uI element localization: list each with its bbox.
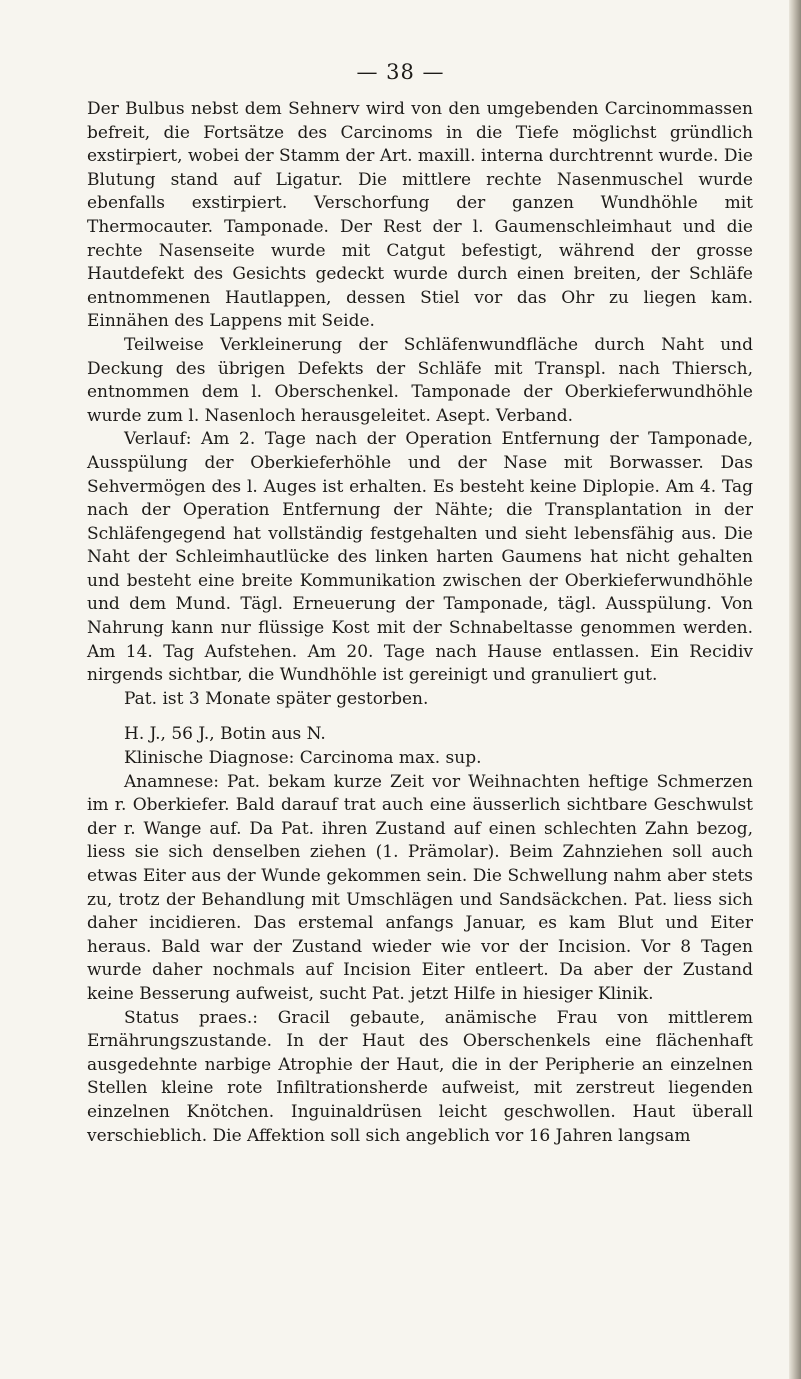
paragraph-status: Status praes.: Gracil gebaute, anämische Frau von mittlerem Ernährungszustande. In der Haut des Oberschenkels eine flächenhaft ausgedehnte narbige Atrophie der Haut, die in der Peripherie an einzelnen Stellen kleine rote Infiltrationsherde aufweist, mit zerstreut liegenden einzelnen Knötchen. Inguinaldrüsen leicht geschwollen. Haut überall verschieblich. Die Affektion soll sich angeblich vor 16 Jahren langsam [87,1007,753,1146]
body-text [87,98,753,1148]
paragraph-transplant: Teilweise Verkleinerung der Schläfenwundfläche durch Naht und Deckung des übrigen Defekts der Schläfe mit Transpl. nach Thiersch, entnommen dem l. Oberschenkel. Tamponade der Oberkieferwundhöhle wurde zum l. Nasenloch herausgeleitet. Asept. Verband. [87,334,753,426]
paragraph-anamnesis: Anamnese: Pat. bekam kurze Zeit vor Weihnachten heftige Schmerzen im r. Oberkiefer. Bald darauf trat auch eine äusserlich sichtbare Geschwulst der r. Wange auf. Da Pat. ihren Zustand auf einen schlechten Zahn bezog, liess sie sich denselben ziehen (1. Prämolar). Beim Zahnziehen soll auch etwas Eiter aus der Wunde gekommen sein. Die Schwellung nahm aber stets zu, trotz der Behandlung mit Umschlägen und Sandsäckchen. Pat. liess sich daher incidieren. Das erstemal anfangs Januar, es kam Blut und Eiter heraus. Bald war der Zustand wieder wie vor der Incision. Vor 8 Tagen wurde daher nochmals auf Incision Eiter entleert. Da aber der Zustand keine Besserung aufweist, sucht Pat. jetzt Hilfe in hiesiger Klinik. [87,771,753,1004]
page-number: — 38 — [356,60,445,84]
paragraph-outcome: Pat. ist 3 Monate später gestorben. [124,688,429,709]
clinical-diagnosis: Klinische Diagnose: Carcinoma max. sup. [124,748,482,769]
paragraph-operation-report: Der Bulbus nebst dem Sehnerv wird von den umgebenden Carcinommassen befreit, die Fortsätze des Carcinoms in die Tiefe möglichst gründlich exstirpiert, wobei der Stamm der Art. maxill. interna durchtrennt wurde. Die Blutung stand auf Ligatur. Die mittlere rechte Nasenmuschel wurde ebenfalls exstirpiert. Verschorfung der ganzen Wundhöhle mit Thermocauter. Tamponade. Der Rest der l. Gaumenschleimhaut und die rechte Nasenseite wurde mit Catgut befestigt, während der grosse Hautdefekt des Gesichts gedeckt wurde durch einen breiten, der Schläfe entnommenen Hautlappen, dessen Stiel vor das Ohr zu liegen kam. Einnähen des Lappens mit Seide. [87,99,753,332]
paragraph-course: Verlauf: Am 2. Tage nach der Operation Entfernung der Tamponade, Ausspülung der Oberkieferhöhle und der Nase mit Borwasser. Das Sehvermögen des l. Auges ist erhalten. Es besteht keine Diplopie. Am 4. Tag nach der Operation Entfernung der Nähte; die Transplantation in der Schläfengegend hat vollständig festgehalten und sieht lebensfähig aus. Die Naht der Schleimhautlücke des linken harten Gaumens hat nicht gehalten und besteht eine breite Kommunikation zwischen der Oberkieferwundhöhle und dem Mund. Tägl. Erneuerung der Tamponade, tägl. Ausspülung. Von Nahrung kann nur flüssige Kost mit der Schnabeltasse genommen werden. Am 14. Tag Aufstehen. Am 20. Tage nach Hause entlassen. Ein Recidiv nirgends sichtbar, die Wundhöhle ist gereinigt und granuliert gut. [87,429,753,686]
patient-header: H. J., 56 J., Botin aus N. [124,724,326,745]
page-edge-shadow [789,0,801,1379]
